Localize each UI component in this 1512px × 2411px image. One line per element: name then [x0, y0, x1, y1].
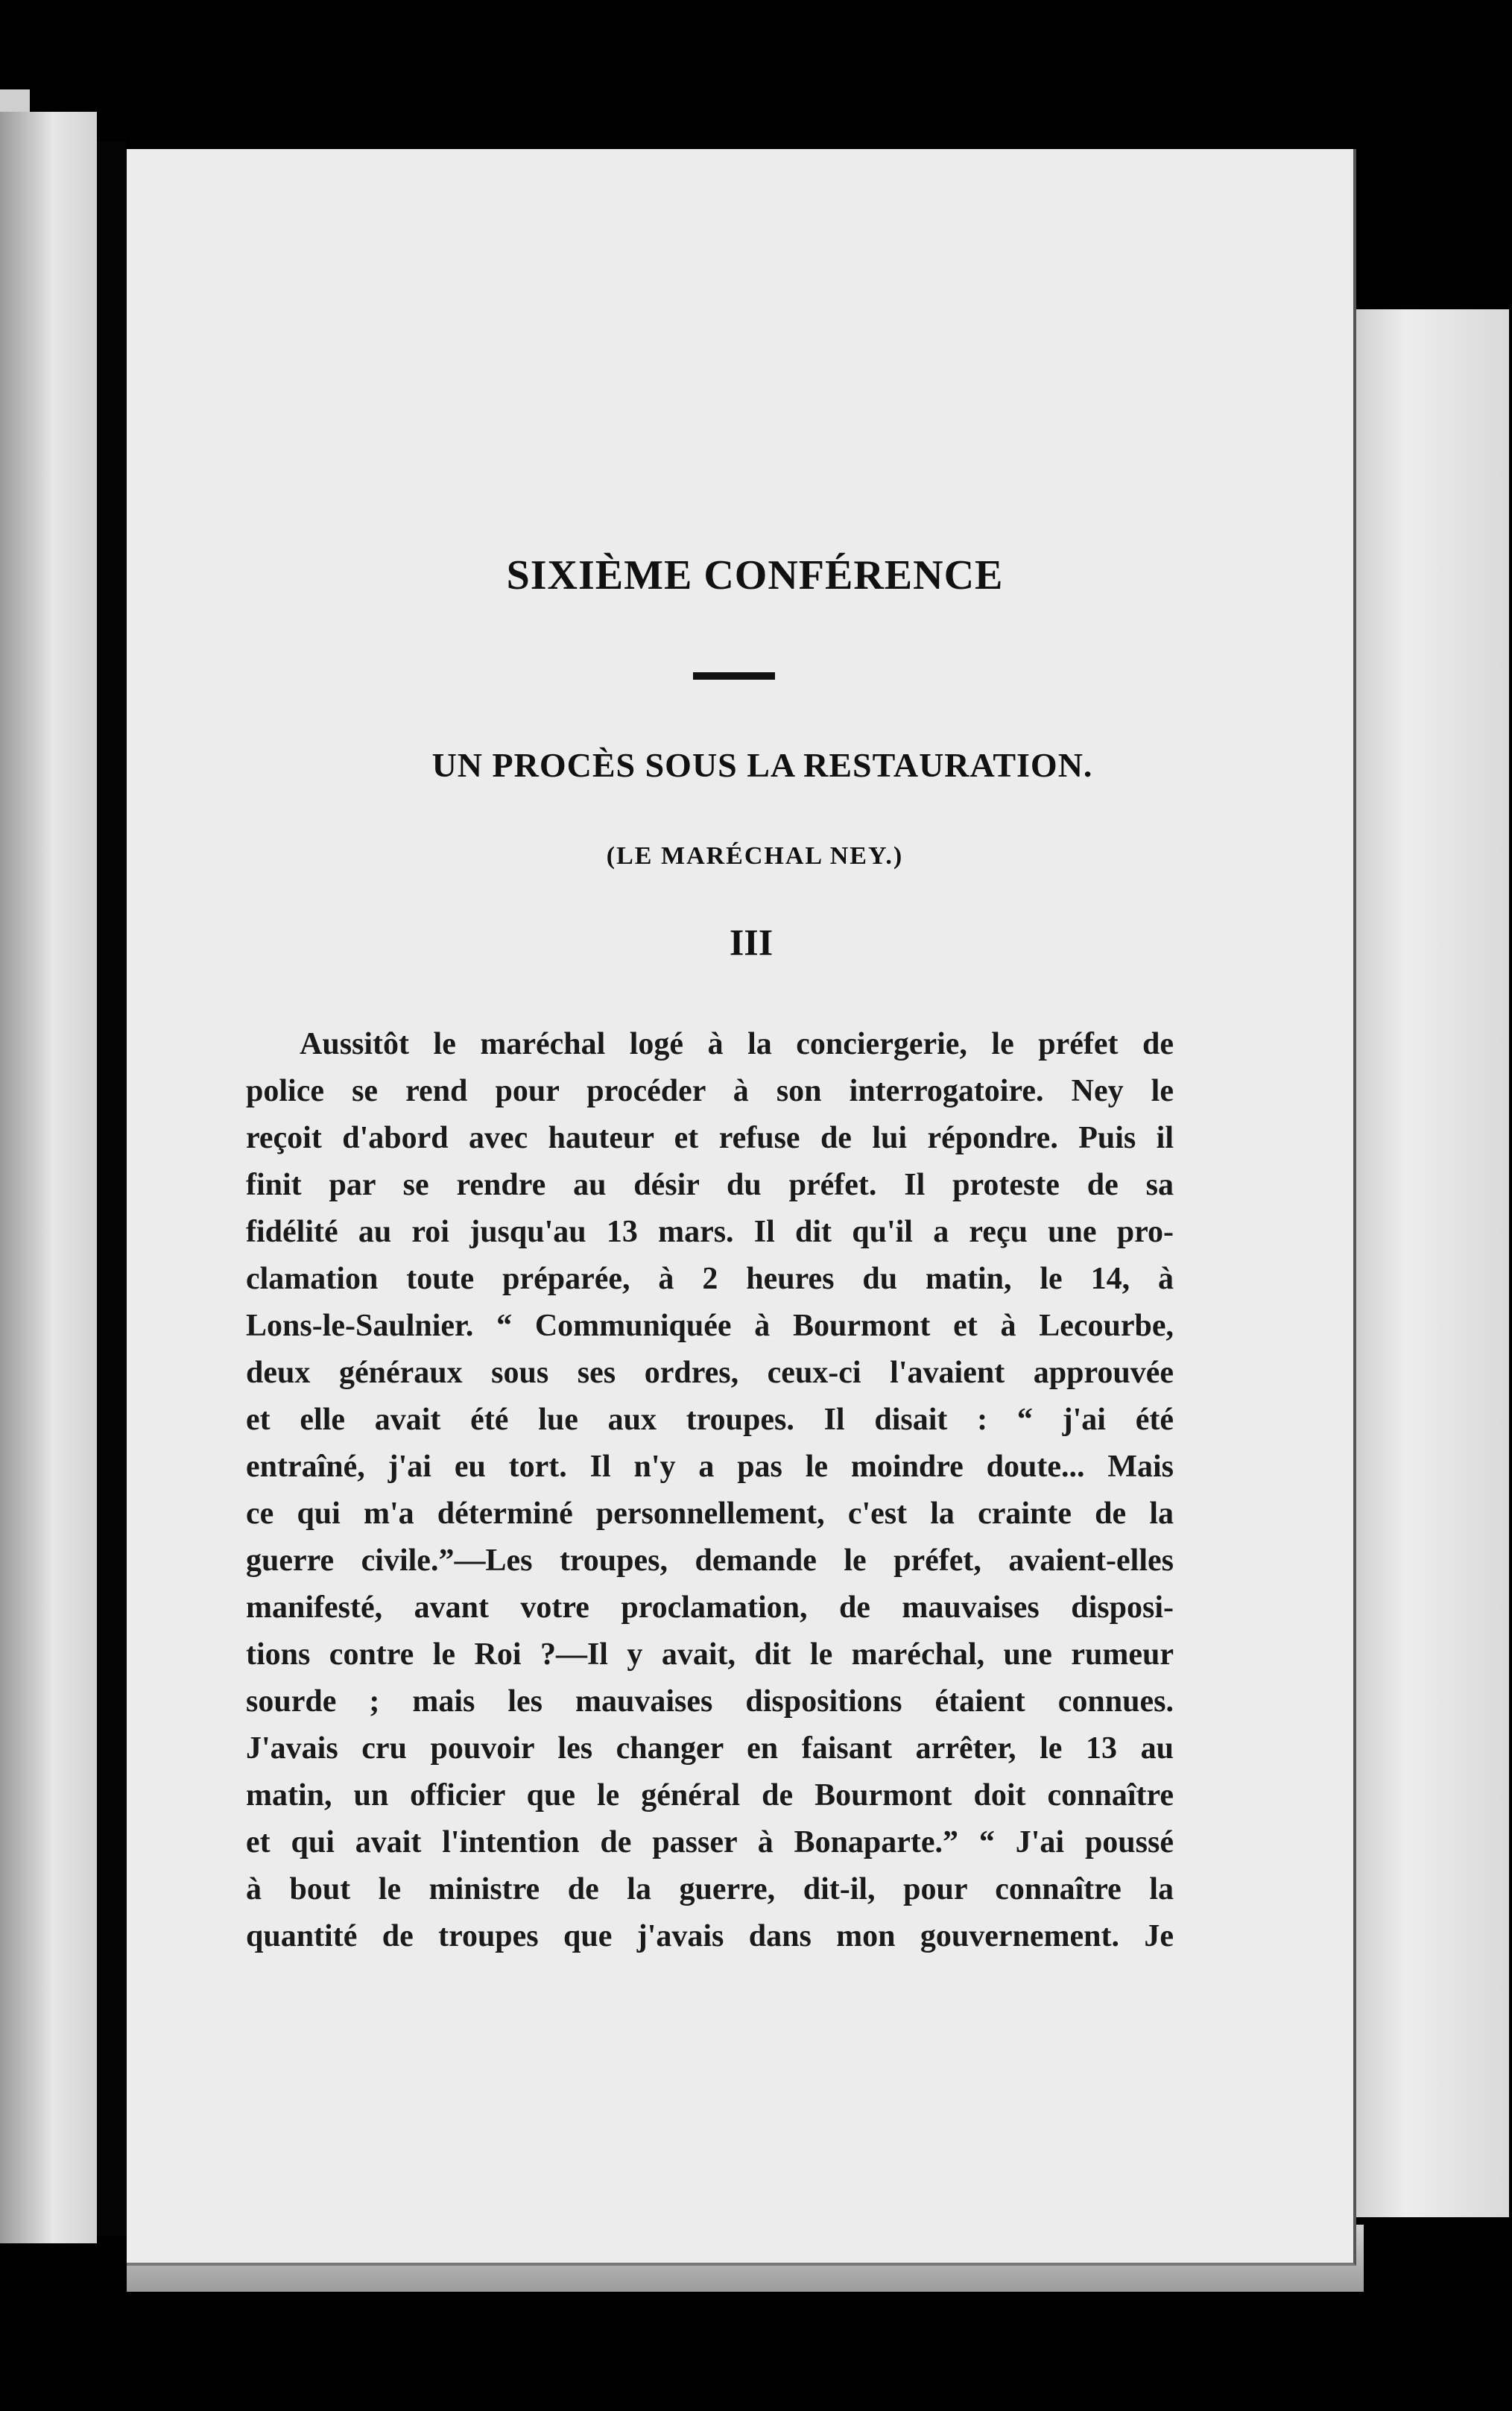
chapter-subtitle: (LE MARÉCHAL NEY.) — [606, 842, 904, 870]
text-line: guerre civile.”—Les troupes, demande le préfet, avaient-elles — [246, 1543, 1174, 1578]
text-line: matin, un officier que le général de Bourmont doit connaître — [246, 1778, 1174, 1813]
text-line: manifesté, avant votre proclamation, de mauvaises disposi- — [246, 1590, 1174, 1625]
text-line: ce qui m'a déterminé personnellement, c'est la crainte de la — [246, 1497, 1174, 1531]
left-page-edge — [0, 112, 97, 2243]
text-line: deux généraux sous ses ordres, ceux-ci l'avaient approuvée — [246, 1356, 1174, 1390]
text-line: tions contre le Roi ?—Il y avait, dit le maréchal, une rumeur — [246, 1637, 1174, 1672]
text-line: à bout le ministre de la guerre, dit-il, pour connaître la — [246, 1872, 1174, 1906]
chapter-title: UN PROCÈS SOUS LA RESTAURATION. — [431, 746, 1093, 784]
text-line: J'avais cru pouvoir les changer en faisant arrêter, le 13 au — [246, 1731, 1174, 1766]
text-line: clamation toute préparée, à 2 heures du matin, le 14, à — [246, 1262, 1174, 1296]
text-line: reçoit d'abord avec hauteur et refuse de lui répondre. Puis il — [246, 1121, 1174, 1155]
book-spine-shadow — [97, 142, 127, 2236]
text-line: police se rend pour procéder à son interrogatoire. Ney le — [246, 1074, 1174, 1108]
text-line: et qui avait l'intention de passer à Bonaparte.” “ J'ai poussé — [246, 1825, 1174, 1859]
text-line: Lons-le-Saulnier. “ Communiquée à Bourmont et à Lecourbe, — [246, 1309, 1174, 1343]
text-line: fidélité au roi jusqu'au 13 mars. Il dit qu'il a reçu une pro- — [246, 1215, 1174, 1249]
text-line: Aussitôt le maréchal logé à la conciergerie, le préfet de — [300, 1027, 1174, 1061]
book-page — [127, 149, 1356, 2266]
text-line: quantité de troupes que j'avais dans mon gouvernement. Je — [246, 1919, 1174, 1953]
heading-rule — [693, 672, 775, 680]
body-paragraph — [246, 1021, 1174, 1960]
text-line: sourde ; mais les mauvaises dispositions étaient connues. — [246, 1684, 1174, 1719]
text-line: finit par se rendre au désir du préfet. Il proteste de sa — [246, 1168, 1174, 1202]
section-number: III — [729, 921, 774, 963]
text-line: et elle avait été lue aux troupes. Il disait : “ j'ai été — [246, 1403, 1174, 1437]
text-line: entraîné, j'ai eu tort. Il n'y a pas le moindre doute... Mais — [246, 1450, 1174, 1484]
conference-heading: SIXIÈME CONFÉRENCE — [506, 552, 1004, 598]
